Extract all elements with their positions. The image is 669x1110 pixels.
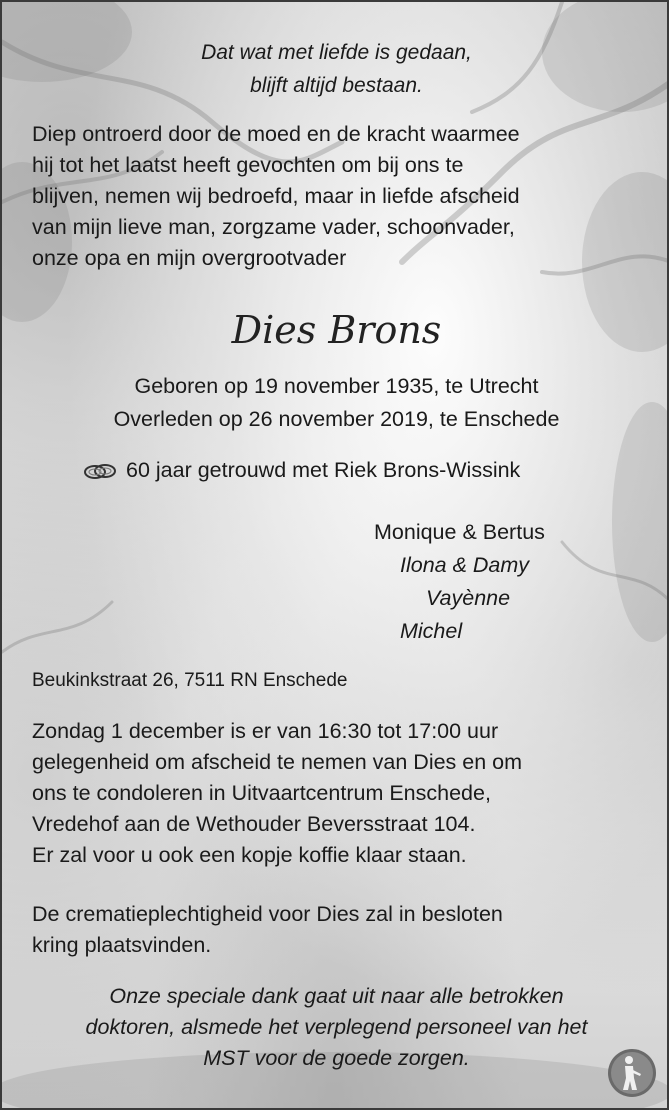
motto-line: blijft altijd bestaan. — [250, 74, 423, 97]
ceremony-line: Er zal voor u ook een kopje koffie klaar staan. — [32, 843, 467, 867]
life-dates — [2, 370, 669, 436]
birth-line: Geboren op 19 november 1935, te Utrecht — [134, 374, 539, 398]
intro-paragraph — [32, 119, 520, 274]
thanks-line: Onze speciale dank gaat uit naar alle betrokken — [109, 984, 564, 1008]
thanks-paragraph — [2, 981, 669, 1074]
ceremony-line: ons te condoleren in Uitvaartcentrum Enschede, — [32, 781, 491, 805]
thanks-line: MST voor de goede zorgen. — [203, 1046, 470, 1070]
motto-line: Dat wat met liefde is gedaan, — [201, 41, 472, 64]
cremation-line: kring plaatsvinden. — [32, 933, 212, 957]
ceremony-line: Vredehof aan de Wethouder Beversstraat 104. — [32, 812, 476, 836]
ceremony-line: Zondag 1 december is er van 16:30 tot 17:00 uur — [32, 719, 499, 743]
death-line: Overleden op 26 november 2019, te Enschede — [113, 407, 560, 431]
family-member: Michel — [400, 619, 463, 643]
cremation-line: De crematieplechtigheid voor Dies zal in besloten — [32, 902, 503, 926]
ceremony-line: gelegenheid om afscheid te nemen van Dies en om — [32, 750, 523, 774]
ceremony-paragraph — [32, 716, 522, 871]
family-member: Vayènne — [426, 586, 511, 610]
family-member: Monique & Bertus — [374, 520, 545, 544]
intro-line: van mijn lieve man, zorgzame vader, schoonvader, — [32, 215, 515, 239]
marriage-line — [82, 458, 520, 483]
funeral-logo-icon — [607, 1048, 657, 1098]
address: Beukinkstraat 26, 7511 RN Enschede — [32, 670, 348, 691]
family-member: Ilona & Damy — [400, 553, 530, 577]
intro-line: blijven, nemen wij bedroefd, maar in liefde afscheid — [32, 184, 520, 208]
wedding-rings-icon — [82, 461, 118, 481]
intro-line: onze opa en mijn overgrootvader — [32, 246, 347, 270]
intro-line: Diep ontroerd door de moed en de kracht waarmee — [32, 122, 520, 146]
intro-line: hij tot het laatst heeft gevochten om bij ons te — [32, 153, 464, 177]
marriage-text: 60 jaar getrouwd met Riek Brons-Wissink — [126, 458, 521, 482]
motto — [2, 36, 669, 102]
cremation-paragraph — [32, 899, 503, 961]
deceased-name: Dies Brons — [231, 308, 442, 352]
thanks-line: doktoren, alsmede het verplegend personeel van het — [85, 1015, 588, 1039]
